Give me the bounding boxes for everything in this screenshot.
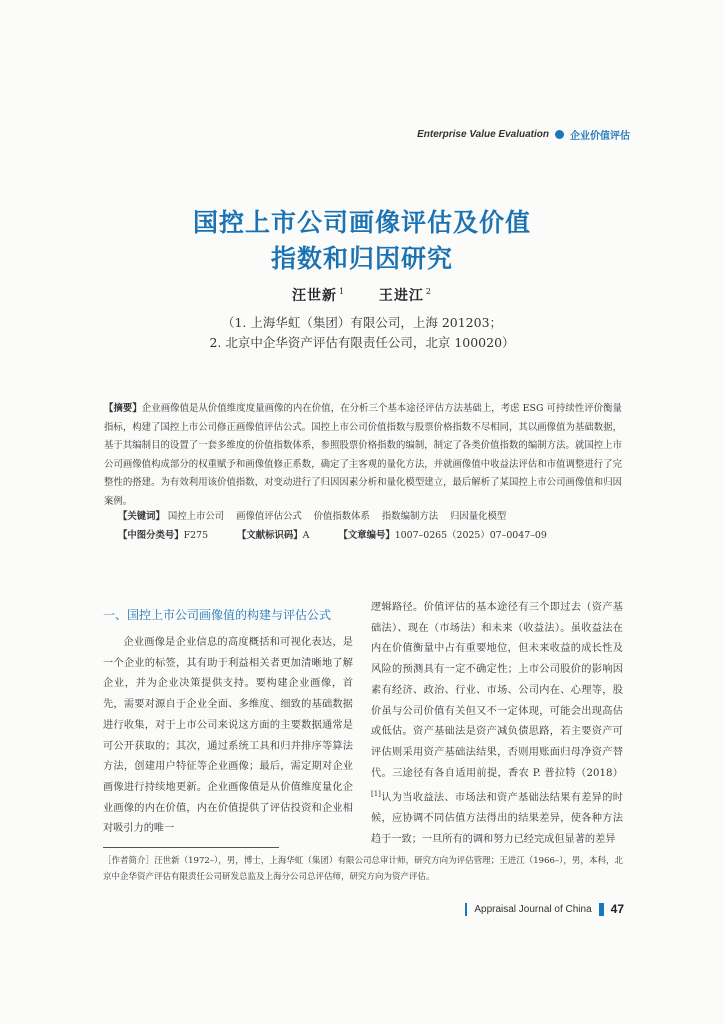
abstract-label: 【摘要】: [104, 403, 142, 414]
abstract-text: 企业画像值是从价值维度度量画像的内在价值，在分析三个基本途径评估方法基础上，考虑 ESG 可持续性评价衡量指标，构建了国控上市公司修正画像值评估公式。国控上市公司价值指数与股票价格指数不尽相同，其以画像值为基础数据，基于其编制目的设置了一套多维度的价值指数体系，参照股票价格指数的编制，制定了各类价值指数的编制方法。就国控上市公司画像值构成部分的权重赋予和画像值修正系数，确定了主客观的量化方法，并就画像值中收益法评估和市值调整进行了完整性的搭建。为有效利用该价值指数，对变动进行了归因因素分析和量化模型建立，最后解析了某国控上市公司画像值和归因案例。: [104, 403, 622, 507]
doc-code-label: 【文献标识码】: [237, 530, 303, 541]
doc-code-value: A: [302, 530, 310, 541]
footer-bar-icon: [465, 903, 467, 916]
keywords-label: 【关键词】: [118, 511, 165, 522]
author-2-name: 王进江: [378, 288, 424, 304]
affiliation-line-2: 2. 北京中企华资产评估有限责任公司，北京 100020）: [209, 335, 515, 350]
article-number-value: 1007–0265（2025）07–0047–09: [394, 530, 547, 541]
footnote-divider: [103, 847, 279, 848]
author-list: [0, 285, 724, 305]
page-number: 47: [610, 902, 624, 916]
keyword-item: 指数编制方法: [381, 511, 439, 522]
keywords: [118, 508, 506, 522]
journal-name: Appraisal Journal of China: [474, 903, 592, 915]
keyword-item: 归因量化模型: [450, 511, 507, 522]
classification-line: [118, 527, 573, 541]
affiliation-line-1: （1. 上海华虹（集团）有限公司，上海 201203；: [221, 315, 503, 330]
keyword-item: 价值指数体系: [313, 511, 370, 522]
author-1-sup: 1: [339, 287, 346, 297]
left-column: [103, 605, 353, 840]
running-header: [417, 127, 630, 142]
author-2-sup: 2: [425, 287, 432, 297]
footer-block-icon: [599, 903, 604, 916]
author-note: ［作者简介］汪世新（1972–），男，博士，上海华虹（集团）有限公司总审计师，研究方向为评估管理；王进江（1966–），男，本科，北京中企华资产评估有限责任公司研发总监及上海分公司总评估师，研究方向为资产评估。: [103, 856, 623, 882]
body-paragraph: 企业画像是企业信息的高度概括和可视化表达，是一个企业的标签，其有助于利益相关者更加清晰地了解企业，并为企业决策提供支持。要构建企业画像，首先，需要对源自于企业全面、多维度、细致的基础数据进行收集，对于上市公司来说这方面的主要数据通常是可公开获取的；其次，通过系统工具和归并排序等算法方法，创建用户特征等企业画像；最后，需定期对企业画像进行持续地更新。企业画像值是从价值维度量化企业画像的内在价值，内在价值提供了评估投资和企业相对吸引力的唯一: [103, 637, 353, 835]
page-footer: [465, 902, 624, 916]
body-paragraph: [371, 598, 623, 851]
body-text-before-ref: 逻辑路径。价值评估的基本途径有三个即过去（资产基础法）、现在（市场法）和未来（收益法）。虽收益法在内在价值衡量中占有重要地位，但未来收益的成长性及风险的预测具有一定不确定性；上市公司股价的影响因素有经济、政治、行业、市场、公司内在、心理等，股价虽与公司价值有关但又不一定体现，可能会出现高估或低估。资产基础法是资产减负债思路，若主要资产可评估则采用资产基础法结果，否则用账面归母净资产替代。三途径有各自适用前提，香农 P. 普拉特（2018）: [371, 602, 623, 779]
title-line-2: 指数和归因研究: [270, 244, 453, 273]
clc-value: F275: [183, 530, 209, 541]
clc-label: 【中图分类号】: [118, 530, 184, 541]
keyword-item: 国控上市公司: [167, 511, 225, 522]
author-1-name: 汪世新: [292, 288, 338, 304]
section-heading: 一、国控上市公司画像值的构建与评估公式: [103, 608, 332, 622]
header-english: Enterprise Value Evaluation: [417, 129, 549, 140]
affiliations: [0, 313, 724, 353]
title-line-1: 国控上市公司画像评估及价值: [192, 208, 531, 237]
body-text-after-ref: 认为当收益法、市场法和资产基础法结果有差异的时候，应协调不同估值方法得出的结果差异，使各种方法趋于一致；一旦所有的调和努力已经完成但显著的差异: [371, 792, 623, 846]
abstract: [104, 400, 622, 511]
citation-ref: [1]: [371, 790, 381, 799]
right-column: [371, 598, 623, 851]
header-bullet-icon: [555, 130, 564, 139]
keyword-item: 画像值评估公式: [236, 511, 302, 522]
header-chinese: 企业价值评估: [570, 131, 630, 142]
article-title: [0, 205, 724, 277]
article-number-label: 【文章编号】: [338, 530, 395, 541]
